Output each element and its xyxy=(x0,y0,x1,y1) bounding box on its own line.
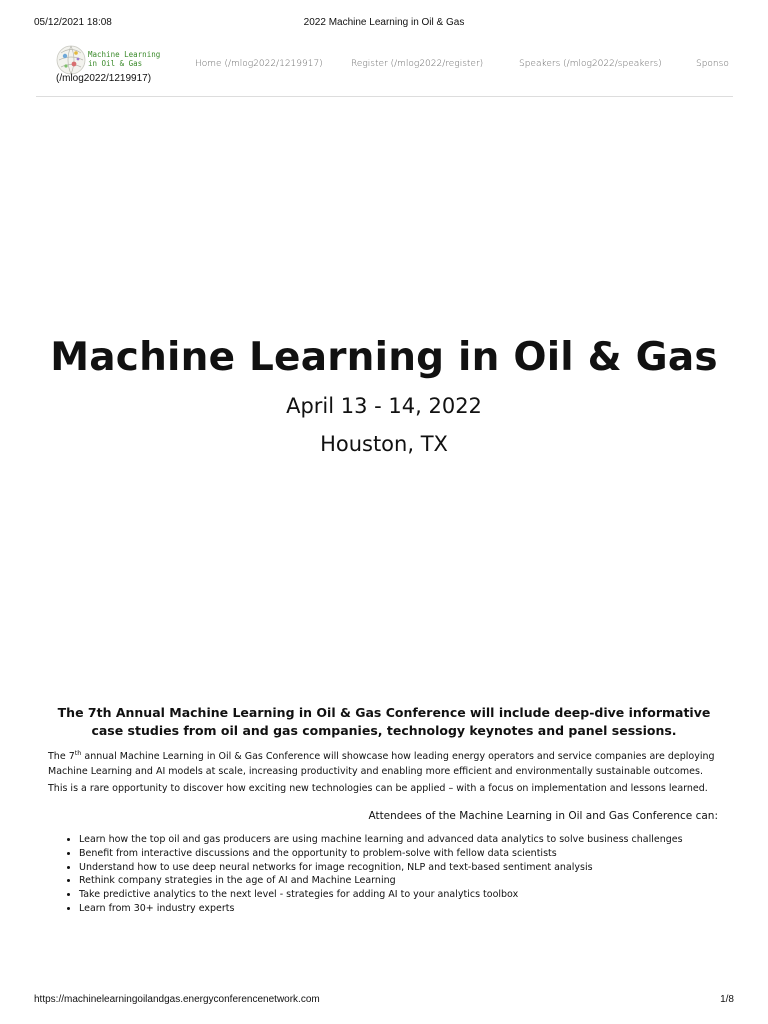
list-item: • Learn from 30+ industry experts xyxy=(79,902,768,916)
logo-link-text[interactable]: (/mlog2022/1219917) xyxy=(56,73,152,84)
list-item: • Understand how to use deep neural networks for image recognition, NLP and text-based sentiment analysis xyxy=(79,861,768,875)
print-url: https://machinelearningoilandgas.energyconferencenetwork.com xyxy=(34,994,320,1005)
page-number: 1/8 xyxy=(720,994,734,1005)
site-logo[interactable] xyxy=(56,44,176,76)
print-page-title: 2022 Machine Learning in Oil & Gas xyxy=(303,17,465,28)
logo-text-line1: Machine Learning xyxy=(88,50,161,59)
hero xyxy=(0,330,768,459)
benefits-list xyxy=(48,833,768,916)
list-item: • Learn how the top oil and gas producers are using machine learning and advanced data analytics to solve business challenges xyxy=(79,833,768,847)
hero-title: Machine Learning in Oil & Gas xyxy=(50,335,718,380)
main-nav xyxy=(195,59,733,73)
intro-p1-start: The 7 xyxy=(48,751,75,763)
nav-sponsors[interactable]: Sponso xyxy=(696,59,729,69)
intro-lead: The 7th Annual Machine Learning in Oil & Gas Conference will include deep-dive informative case studies from oil and gas companies, technology keynotes and panel sessions. xyxy=(57,705,711,738)
list-item: • Rethink company strategies in the age of AI and Machine Learning xyxy=(79,874,768,888)
intro-p1-superscript: th xyxy=(74,749,82,757)
logo-globe-icon xyxy=(56,44,176,76)
intro-paragraph-2: This is a rare opportunity to discover how exciting new technologies can be applied – with a focus on implementation and lessons learned. xyxy=(48,783,708,794)
attendees-heading: Attendees of the Machine Learning in Oil and Gas Conference can: xyxy=(368,810,718,822)
logo-text-line2: in Oil & Gas xyxy=(88,59,143,68)
event-location: Houston, TX xyxy=(320,432,448,456)
nav-register[interactable]: Register (/mlog2022/register) xyxy=(351,59,484,69)
nav-speakers[interactable]: Speakers (/mlog2022/speakers) xyxy=(519,59,662,69)
print-footer xyxy=(0,994,768,1008)
nav-home[interactable]: Home (/mlog2022/1219917) xyxy=(195,59,323,69)
print-header xyxy=(0,17,768,31)
list-item: • Benefit from interactive discussions and the opportunity to problem-solve with fellow data scientists xyxy=(79,847,768,861)
site-header xyxy=(36,40,733,97)
event-date: April 13 - 14, 2022 xyxy=(286,394,482,418)
intro-p1-rest: annual Machine Learning in Oil & Gas Conference will showcase how leading energy operators and service companies are deploying Machine Learning and AI models at scale, increasing productivity and enabling more efficient and environmentally sustainable outcomes. xyxy=(48,751,715,778)
intro-paragraph-1 xyxy=(48,746,728,779)
list-item: • Take predictive analytics to the next level - strategies for adding AI to your analytics toolbox xyxy=(79,888,768,902)
print-datetime: 05/12/2021 18:08 xyxy=(34,17,112,28)
